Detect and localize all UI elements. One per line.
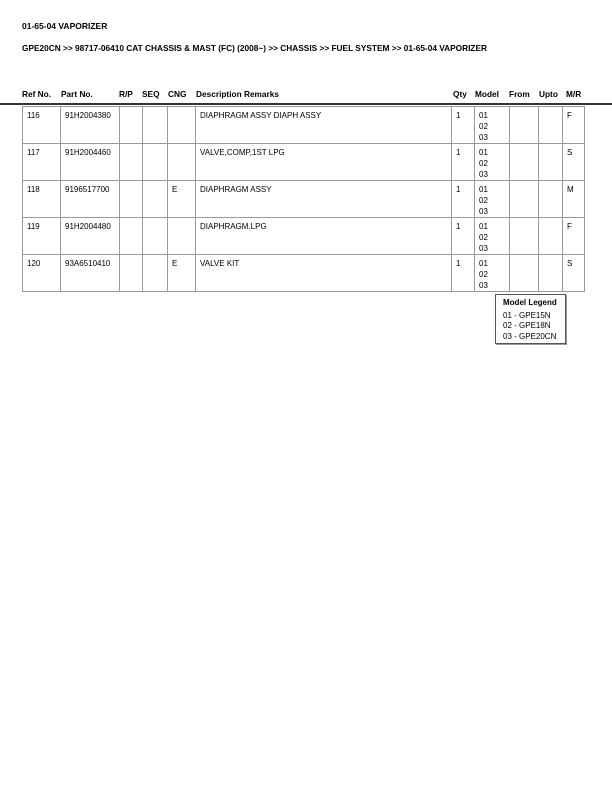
header-qty: Qty — [453, 89, 467, 99]
legend-item: 03 - GPE20CN — [503, 331, 557, 341]
header-upto: Upto — [539, 89, 558, 99]
cell-mr: S — [563, 144, 585, 181]
cell-mr: F — [563, 218, 585, 255]
cell-upto — [539, 255, 563, 292]
cell-cng: E — [168, 255, 196, 292]
cell-seq — [143, 181, 168, 218]
header-mr: M/R — [566, 89, 582, 99]
cell-part: 93A6510410 — [61, 255, 120, 292]
model-code: 01 — [479, 148, 488, 157]
model-code: 01 — [479, 185, 488, 194]
header-rp: R/P — [119, 89, 133, 99]
parts-table — [22, 106, 585, 292]
header-part: Part No. — [61, 89, 93, 99]
legend-title: Model Legend — [503, 298, 557, 307]
model-code: 03 — [479, 244, 488, 253]
model-code: 01 — [479, 259, 488, 268]
model-code: 03 — [479, 207, 488, 216]
cell-cng: E — [168, 181, 196, 218]
cell-seq — [143, 144, 168, 181]
cell-from — [510, 181, 539, 218]
cell-ref: 117 — [23, 144, 61, 181]
cell-rp — [120, 181, 143, 218]
cell-part: 91H2004380 — [61, 107, 120, 144]
table-row — [23, 107, 585, 144]
cell-seq — [143, 218, 168, 255]
header-ref: Ref No. — [22, 89, 52, 99]
cell-rp — [120, 144, 143, 181]
page-title: 01-65-04 VAPORIZER — [22, 21, 108, 31]
cell-mr: S — [563, 255, 585, 292]
cell-upto — [539, 107, 563, 144]
model-code: 01 — [479, 222, 488, 231]
header-seq: SEQ — [142, 89, 160, 99]
cell-mr: F — [563, 107, 585, 144]
model-code: 03 — [479, 170, 488, 179]
cell-ref: 118 — [23, 181, 61, 218]
header-desc: Description Remarks — [196, 89, 280, 99]
table-row — [23, 255, 585, 292]
cell-ref: 119 — [23, 218, 61, 255]
cell-rp — [120, 255, 143, 292]
cell-part: 9196517700 — [61, 181, 120, 218]
cell-qty: 1 — [452, 255, 475, 292]
model-code: 02 — [479, 270, 488, 279]
cell-upto — [539, 218, 563, 255]
table-row — [23, 144, 585, 181]
model-code: 03 — [479, 281, 488, 290]
cell-desc: DIAPHRAGM.LPG — [196, 218, 452, 255]
legend-item: 02 - GPE18N — [503, 321, 551, 330]
cell-mr: M — [563, 181, 585, 218]
cell-rp — [120, 107, 143, 144]
cell-part: 91H2004480 — [61, 218, 120, 255]
cell-model — [475, 144, 510, 181]
model-code: 02 — [479, 159, 488, 168]
header-cng: CNG — [168, 89, 187, 99]
cell-model — [475, 218, 510, 255]
cell-model — [475, 107, 510, 144]
cell-rp — [120, 218, 143, 255]
cell-model — [475, 181, 510, 218]
cell-qty: 1 — [452, 218, 475, 255]
cell-qty: 1 — [452, 144, 475, 181]
model-code: 02 — [479, 233, 488, 242]
header-from: From — [509, 89, 530, 99]
cell-desc: VALVE KIT — [196, 255, 452, 292]
cell-seq — [143, 107, 168, 144]
cell-ref: 120 — [23, 255, 61, 292]
cell-from — [510, 107, 539, 144]
model-code: 01 — [479, 111, 488, 120]
header-model: Model — [475, 89, 499, 99]
cell-from — [510, 144, 539, 181]
table-row — [23, 181, 585, 218]
model-code: 02 — [479, 196, 488, 205]
cell-from — [510, 255, 539, 292]
cell-qty: 1 — [452, 181, 475, 218]
model-legend — [495, 294, 566, 344]
table-row — [23, 218, 585, 255]
cell-part: 91H2004460 — [61, 144, 120, 181]
legend-item: 01 - GPE15N — [503, 310, 551, 320]
model-code: 03 — [479, 133, 488, 142]
header-divider — [0, 103, 612, 105]
cell-model — [475, 255, 510, 292]
model-code: 02 — [479, 122, 488, 131]
cell-desc: VALVE,COMP,1ST LPG — [196, 144, 452, 181]
cell-cng — [168, 144, 196, 181]
breadcrumb: GPE20CN >> 98717-06410 CAT CHASSIS & MAST (FC) (2008~) >> CHASSIS >> FUEL SYSTEM >> 01-65-04 VAPORIZER — [22, 43, 488, 53]
cell-seq — [143, 255, 168, 292]
cell-cng — [168, 107, 196, 144]
cell-qty: 1 — [452, 107, 475, 144]
cell-desc: DIAPHRAGM ASSY DIAPH ASSY — [196, 107, 452, 144]
cell-desc: DIAPHRAGM ASSY — [196, 181, 452, 218]
cell-from — [510, 218, 539, 255]
cell-upto — [539, 181, 563, 218]
cell-upto — [539, 144, 563, 181]
cell-cng — [168, 218, 196, 255]
cell-ref: 116 — [23, 107, 61, 144]
